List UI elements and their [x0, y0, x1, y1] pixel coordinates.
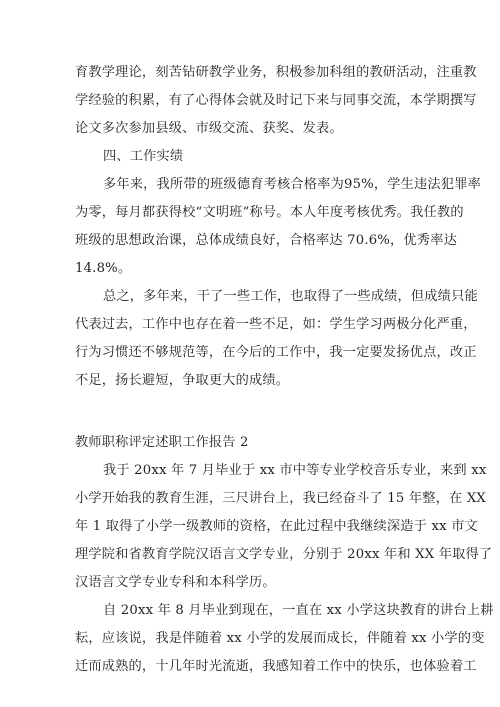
paragraph-line: 年 1 取得了小学一级教师的资格，在此过程中我继续深造于 xx 市文 [75, 519, 478, 534]
paragraph-line: 我于 20xx 年 7 月毕业于 xx 市中等专业学校音乐专业，来到 xx [103, 463, 487, 478]
paragraph-line: 总之，多年来，干了一些工作，也取得了一些成绩，但成绩只能 [103, 289, 478, 304]
paragraph-line: 汉语言文学专业专科和本科学历。 [75, 575, 276, 590]
paragraph-line: 迁而成熟的，十几年时光流逝，我感知着工作中的快乐，也体验着工 [75, 659, 477, 674]
paragraph-line: 育教学理论，刻苦钻研教学业务，积极参加科组的教研活动，注重教 [75, 65, 477, 80]
paragraph-line: 多年来，我所带的班级德育考核合格率为95%，学生违法犯罪率 [103, 177, 481, 192]
paragraph-line: 学经验的积累，有了心得体会就及时记下来与同事交流，本学期撰写 [75, 93, 477, 108]
paragraph-line: 耘，应该说，我是伴随着 xx 小学的发展而成长，伴随着 xx 小学的变 [75, 631, 485, 646]
section-heading: 四、工作实绩 [103, 149, 184, 164]
report-title: 教师职称评定述职工作报告 2 [75, 435, 249, 450]
paragraph-line: 代表过去，工作中也存在着一些不足，如：学生学习两极分化严重， [75, 317, 477, 332]
paragraph-line: 不足，扬长避短，争取更大的成绩。 [75, 373, 290, 388]
paragraph-line: 小学开始我的教育生涯，三尺讲台上，我已经奋斗了 15 年整，在 XX [75, 491, 486, 506]
paragraph-line: 行为习惯还不够规范等，在今后的工作中，我一定要发扬优点，改正 [75, 345, 477, 360]
paragraph-line: 14.8%。 [75, 261, 132, 276]
paragraph-line: 理学院和省教育学院汉语言文学专业，分别于 20xx 年和 XX 年取得了 [75, 547, 493, 562]
paragraph-line: 自 20xx 年 8 月毕业到现在，一直在 xx 小学这块教育的讲台上耕 [103, 603, 494, 618]
paragraph-line: 班级的思想政治课，总体成绩良好，合格率达 70.6%，优秀率达 [75, 233, 457, 248]
paragraph-line: 论文多次参加县级、市级交流、获奖、发表。 [75, 121, 343, 136]
paragraph-line: 为零，每月都获得校“文明班”称号。本人年度考核优秀。我任教的 [75, 205, 464, 220]
